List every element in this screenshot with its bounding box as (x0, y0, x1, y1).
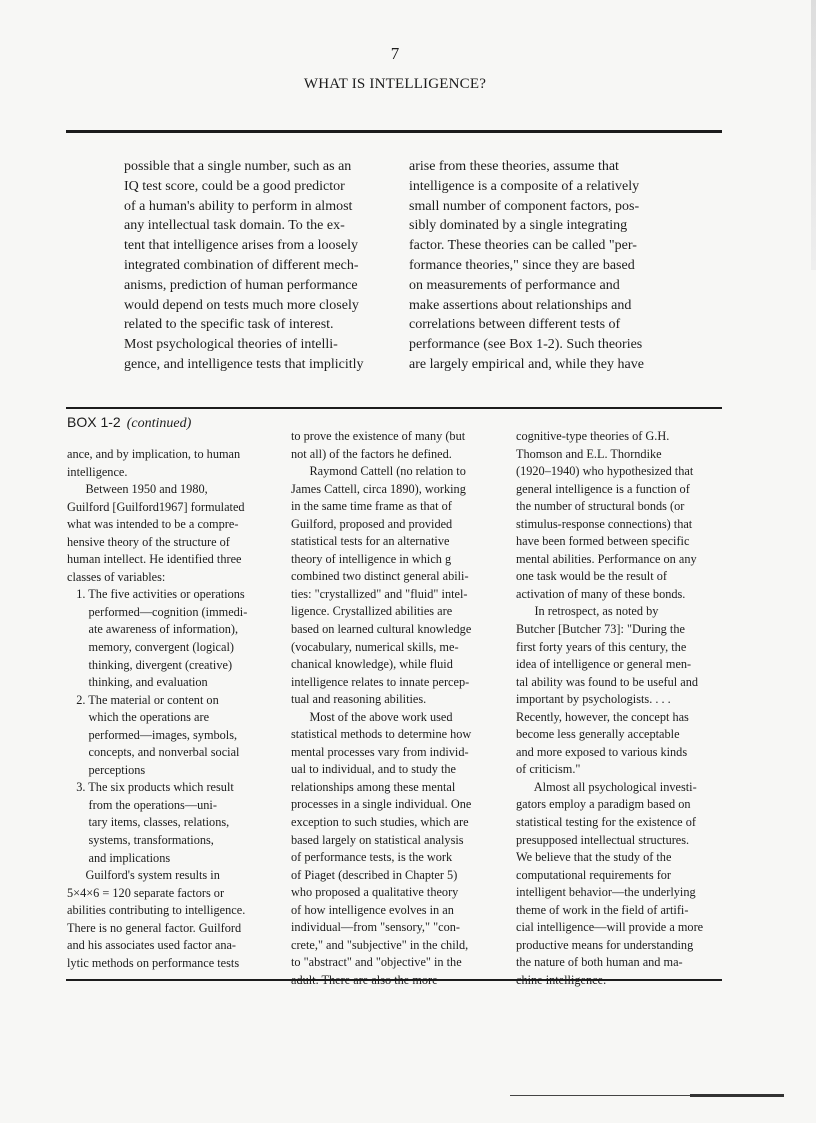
box-continued-label: (continued) (126, 416, 192, 431)
chapter-title: WHAT IS INTELLIGENCE? (303, 76, 487, 92)
footer-rule (510, 1095, 710, 1096)
top-rule (66, 130, 722, 133)
footer-rule-thick (690, 1094, 784, 1097)
box-heading (67, 414, 191, 432)
box-top-rule (66, 407, 722, 409)
page-number: 7 (390, 44, 400, 63)
body-column-right: arise from these theories, assume that intelligence is a composite of a relatively small number of component factors, pos- sibly dominated by a single integrating factor. These theories can be called "per- formance theories," since they are based on measurements of performance and make assertions about relationships and correlations between different tests of performance (see Box 1-2). Such theories are largely empirical and, while they have (409, 159, 644, 372)
box-column-2: to prove the existence of many (but not all) of the factors he defined. Raymond Cattell (no relation to James Cattell, circa 1890), working in the same time frame as that of Guilford, proposed and provided statistical tests for an alternative theory of intelligence in which g combined two distinct general abili- ties: "crystallized" and "fluid" intel- ligence. Crystallized abilities are based on learned cultural knowledge (vocabulary, numerical skills, me- chanical knowledge), while fluid intelligence relates to innate percep- tual and reasoning abilities. Most of the above work used statistical methods to determine how mental processes vary from individ- ual to individual, and to study the relationships among these mental processes in a single individual. One exception to such studies, which are based largely on statistical analysis of performance tests, is the work of Piaget (described in Chapter 5) who proposed a qualitative theory of how intelligence evolves in an individual—from "sensory," "con- crete," and "subjective" in the child, to "abstract" and "objective" in the (291, 429, 472, 970)
box-column-1: ance, and by implication, to human intelligence. Between 1950 and 1980, Guilford [Guilford1967] formulated what was intended to be a compre- hensive theory of the structure of human intellect. He identified three classes of variables: 1. The five activities or operations performed—cognition (immedi- ate awareness of information), memory, convergent (logical) thinking, divergent (creative) thinking, and evaluation 2. The material or content on which the operations are performed—images, symbols, concepts, and nonverbal social perceptions 3. The six products which result from the operations—uni- tary items, classes, relations, systems, transformations, and implications Guilford's system results in 5×4×6 = 120 separate factors or abilities contributing to intelligence. There is no general factor. Guilford and his associates used factor ana- lytic methods on performance tests (67, 447, 248, 970)
box-label: BOX 1-2 (67, 414, 121, 430)
page-edge-shadow (811, 0, 816, 270)
box-column-3: cognitive-type theories of G.H. Thomson and E.L. Thorndike (1920–1940) who hypothesized that general intelligence is a function of the number of structural bonds (or stimulus-response connections) that have been formed between specific mental abilities. Performance on any one task would be the result of activation of many of these bonds. In retrospect, as noted by Butcher [Butcher 73]: "During the first forty years of this century, the idea of intelligence or general men- tal ability was found to be useful and important by psychologists. . . . Recently, however, the concept has become less generally acceptable and more exposed to various kinds of criticism." Almost all psychological investi- gators employ a paradigm based on statistical testing for the existence of presupposed intellectual structures. We believe that the study of the computational requirements for intelligent behavior—the underlying theme of work in the field of artifi- cial intelligence—will provide a more productive means for understanding the nature of both human and ma- (516, 429, 704, 970)
body-column-left: possible that a single number, such as an IQ test score, could be a good predictor of a human's ability to perform in almost any intellectual task domain. To the ex- tent that intelligence arises from a loosely integrated combination of different mech- anisms, prediction of human performance would depend on tests much more closely related to the specific task of interest. Most psychological theories of intelli- gence, and intelligence tests that implicitly (124, 159, 364, 372)
box-bottom-rule (66, 979, 722, 981)
